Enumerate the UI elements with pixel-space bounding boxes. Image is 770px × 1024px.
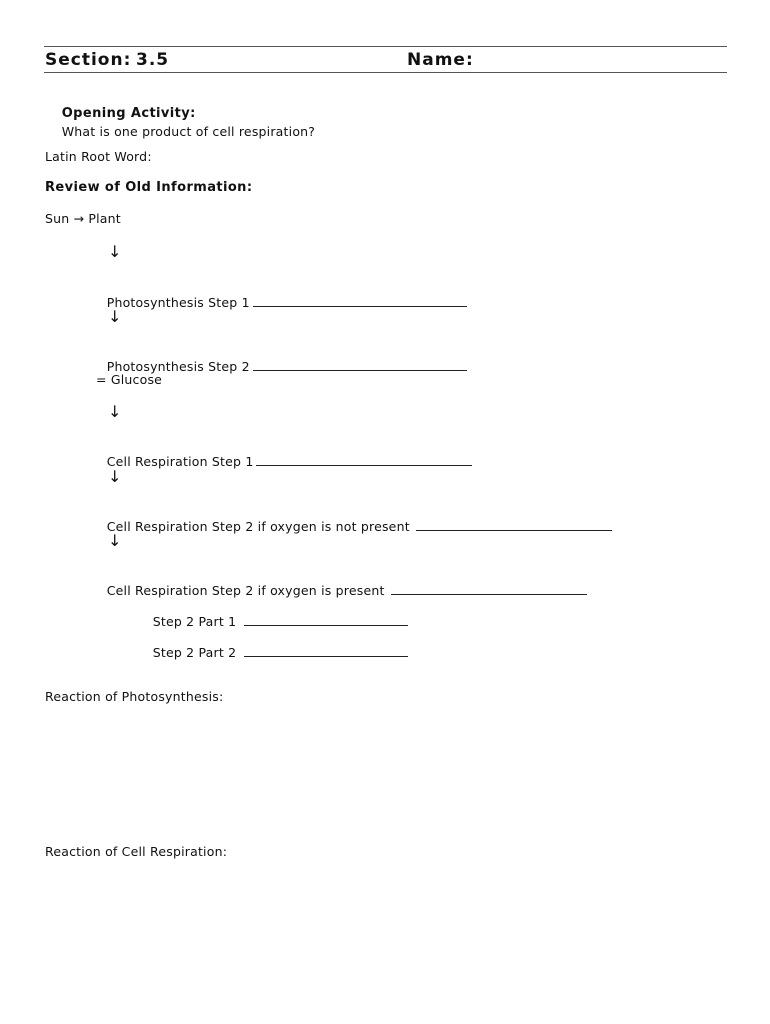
header-bottom-rule [44,72,727,73]
down-arrow-icon: ↓ [108,467,122,486]
opening-activity-question: What is one product of cell respiration? [61,124,316,139]
photosynthesis-step-2-label: Photosynthesis Step 2 [106,359,250,374]
sun-plant-line: Sun → Plant [45,211,121,226]
cell-respiration-no-oxygen-blank[interactable] [416,518,612,531]
cell-respiration-oxygen-blank[interactable] [391,582,587,595]
cell-respiration-step-1-blank[interactable] [256,453,472,466]
step-2-part-2-label: Step 2 Part 2 [152,645,237,660]
photosynthesis-step-1-row [90,276,467,330]
photosynthesis-step-1-blank[interactable] [253,294,467,307]
opening-activity-label: Opening Activity: [61,106,196,121]
step-2-part-2-blank[interactable] [244,644,408,657]
review-heading: Review of Old Information: [45,180,253,195]
reaction-cell-respiration-label: Reaction of Cell Respiration: [45,844,228,859]
photosynthesis-step-2-blank[interactable] [253,358,467,371]
cell-respiration-step-1-label: Cell Respiration Step 1 [106,454,254,469]
name-label: Name: [407,50,474,70]
header-top-rule [44,46,727,47]
glucose-line: = Glucose [96,372,163,387]
step-2-part-1-blank[interactable] [244,613,408,626]
step-2-part-2-row [136,626,408,680]
down-arrow-icon: ↓ [108,242,122,261]
down-arrow-icon: ↓ [108,402,122,421]
cell-respiration-step-1-row [90,435,472,489]
section-label: Section: [45,50,132,70]
cell-respiration-no-oxygen-row [90,500,612,554]
latin-root-label: Latin Root Word: [45,149,152,164]
down-arrow-icon: ↓ [108,307,122,326]
reaction-photosynthesis-label: Reaction of Photosynthesis: [45,689,224,704]
cell-respiration-oxygen-label: Cell Respiration Step 2 if oxygen is present [106,583,385,598]
step-2-part-1-label: Step 2 Part 1 [152,614,237,629]
down-arrow-icon: ↓ [108,531,122,550]
section-number: 3.5 [136,50,170,70]
cell-respiration-no-oxygen-label: Cell Respiration Step 2 if oxygen is not present [106,519,410,534]
photosynthesis-step-1-label: Photosynthesis Step 1 [106,295,250,310]
